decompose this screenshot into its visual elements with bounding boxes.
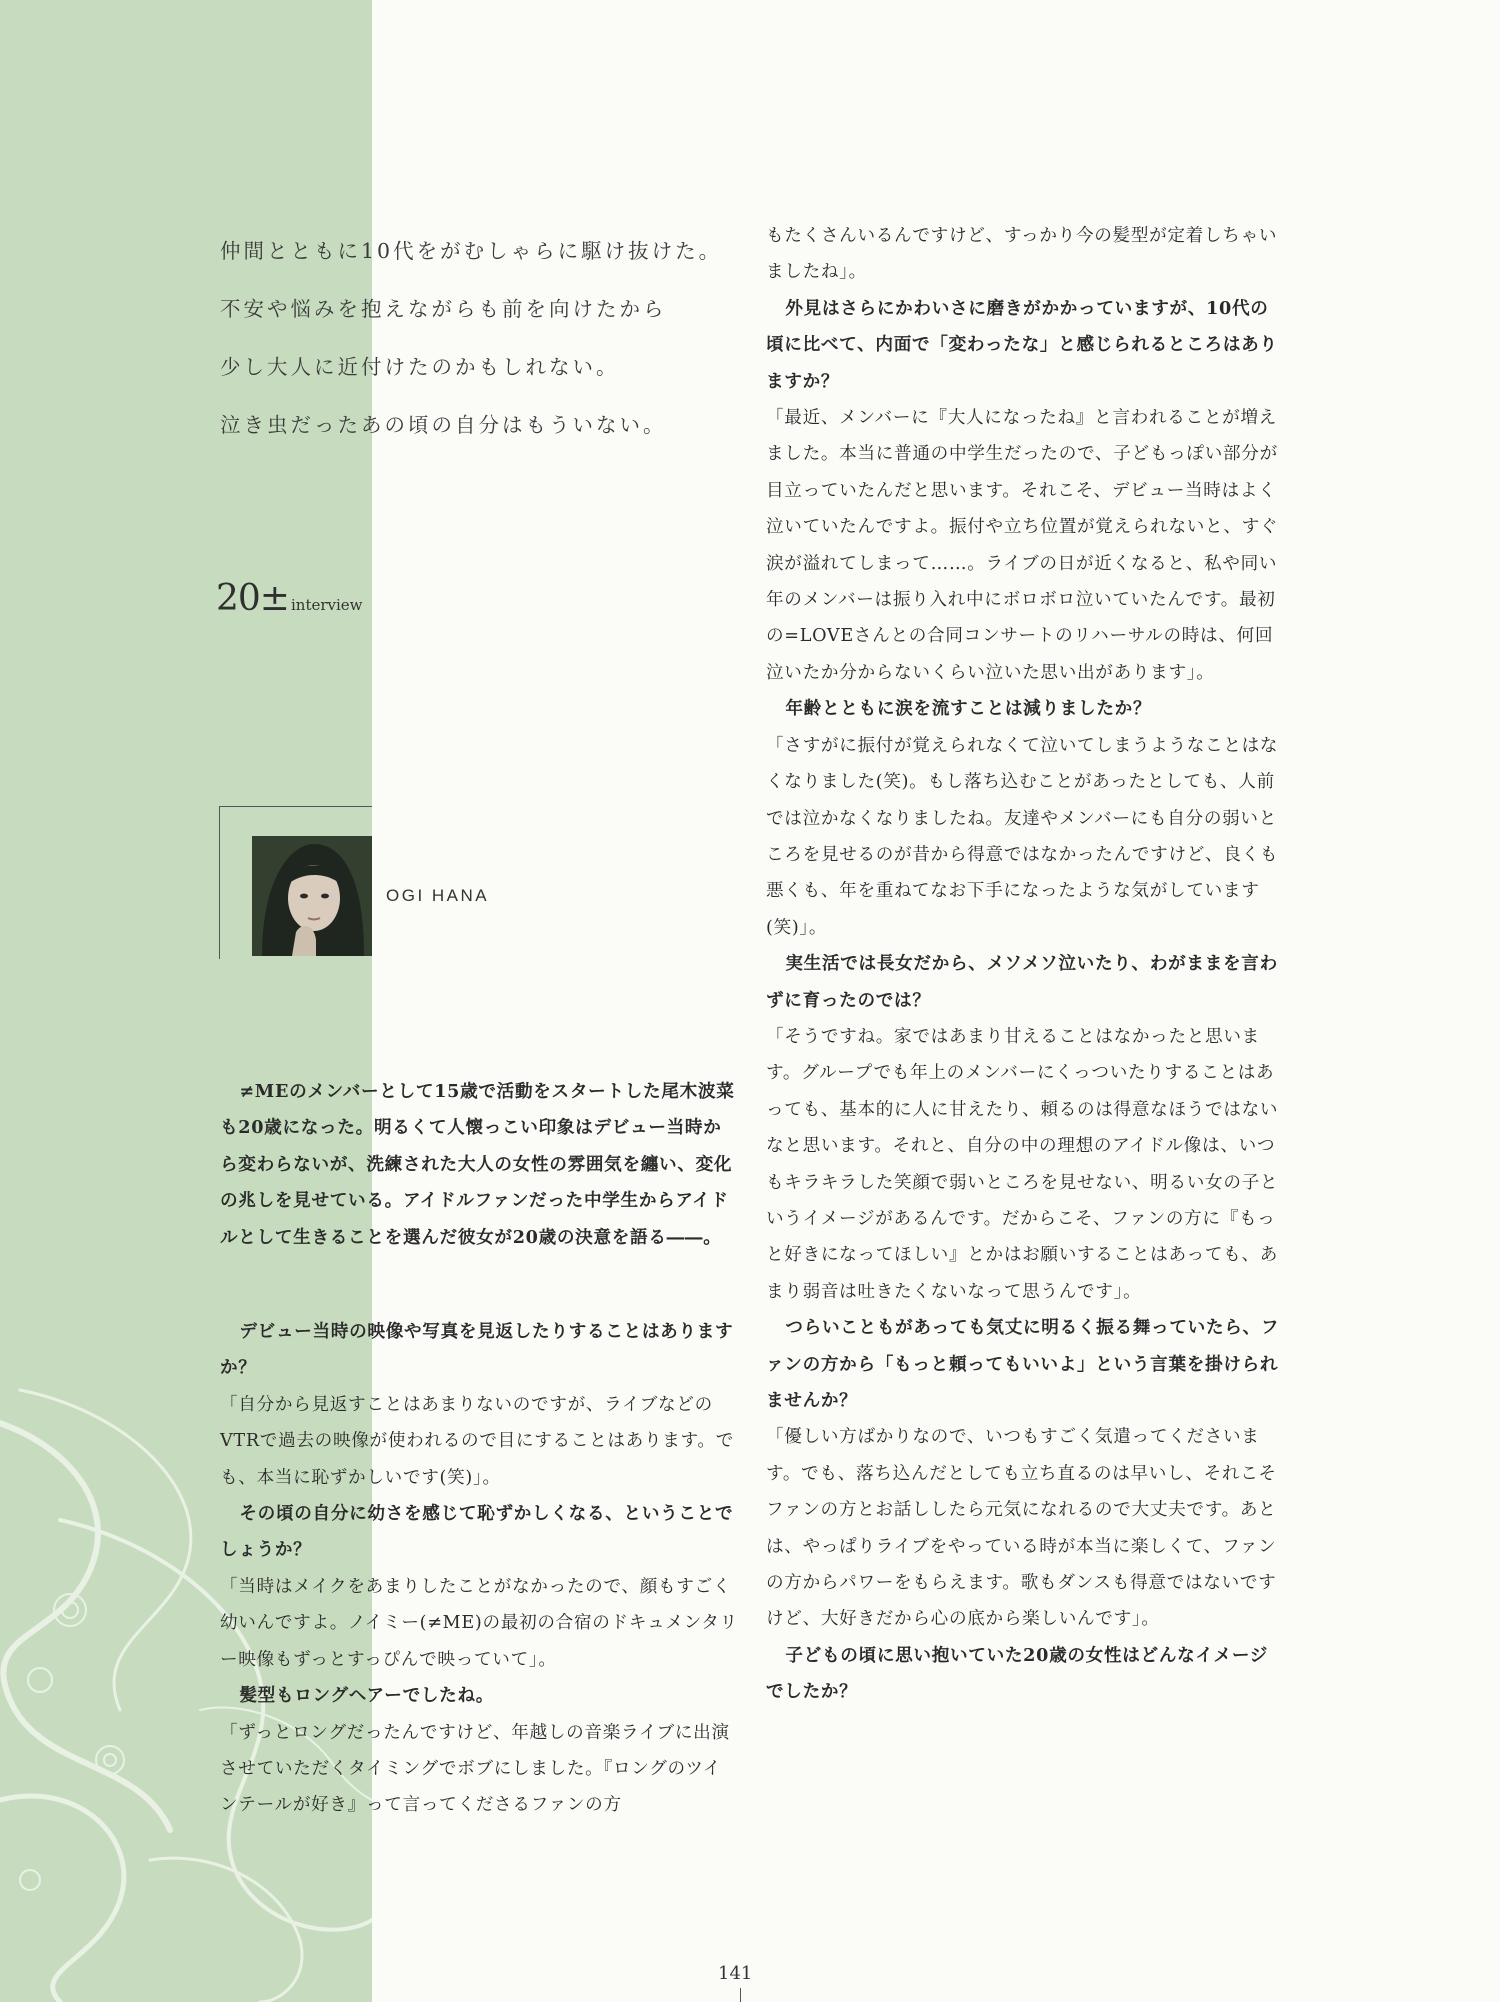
answer-paragraph: 「そうですね。家ではあまり甘えることはなかったと思います。グループでも年上のメンバーにくっついたりすることはあっても、基本的に人に甘えたり、頼るのは得意なほうではないなと思います。それと、自分の中の理想のアイドル像は、いつもキラキラした笑顔で弱いところを見せない、明るい女の子というイメージがあるんです。だからこそ、ファンの方に『もっと好きになってほしい』とかはお願いすることはあっても、あまり弱音は吐きたくないなって思うんです」。	[766, 1026, 1279, 1302]
right-text-column	[766, 218, 1284, 1711]
question-paragraph: その頃の自分に幼さを感じて恥ずかしくなる、ということでしょうか？	[220, 1503, 734, 1561]
answer-paragraph: 「さすがに振付が覚えられなくて泣いてしまうようなことはなくなりました(笑)。もし落ち込むことがあったとしても、人前では泣かなくなりましたね。友達やメンバーにも自分の弱いところを見せるのが昔から得意ではなかったんですけど、良くも悪くも、年を重ねてなお下手になったような気がしています(笑)」。	[766, 735, 1279, 938]
question-paragraph: 髪型もロングヘアーでしたね。	[239, 1685, 495, 1707]
answer-paragraph: 「優しい方ばかりなので、いつもすごく気遣ってくださいます。でも、落ち込んだとしても立ち直るのは早いし、それこそファンの方とお話ししたら元気になれるので大丈夫です。あとは、やっぱりライブをやっている時が本当に楽しくて、ファンの方からパワーをもらえます。歌もダンスも得意ではないですけど、大好きだから心の底から楽しいんです」。	[766, 1427, 1277, 1630]
left-text-column	[220, 1074, 738, 1824]
lede-line: 仲間とともに10代をがむしゃらに駆け抜けた。	[220, 239, 723, 263]
profile-name: OGI HANA	[386, 886, 490, 905]
series-word: interview	[290, 596, 363, 614]
lede-line: 少し大人に近付けたのかもしれない。	[220, 355, 620, 379]
answer-paragraph: もたくさんいるんですけど、すっかり今の髪型が定着しちゃいましたね」。	[766, 226, 1278, 283]
question-paragraph: 子どもの頃に思い抱いていた20歳の女性はどんなイメージでしたか？	[766, 1644, 1269, 1703]
series-number: 20±	[216, 578, 289, 619]
question-paragraph: つらいこともがあっても気丈に明るく振る舞っていたら、ファンの方から「もっと頼ってもいいよ」という言葉を掛けられませんか？	[766, 1317, 1280, 1411]
question-paragraph: デビュー当時の映像や写真を見返したりすることはありますか？	[220, 1321, 734, 1379]
lede-line: 不安や悩みを抱えながらも前を向けたから	[220, 297, 667, 321]
page-number: 141	[718, 1963, 753, 1984]
lede-text	[220, 222, 740, 454]
answer-paragraph: 「自分から見返すことはあまりないのですが、ライブなどのVTRで過去の映像が使われるので目にすることはあります。でも、本当に恥ずかしいです(笑)」。	[220, 1394, 735, 1488]
answer-paragraph: 「ずっとロングだったんですけど、年越しの音楽ライブに出演させていただくタイミングでボブにしました。『ロングのツインテールが好き』って言ってくださるファンの方	[220, 1722, 730, 1816]
intro-paragraph: ≠MEのメンバーとして15歳で活動をスタートした尾木波菜も20歳になった。明るくて人懐っこい印象はデビュー当時から変わらないが、洗練された大人の女性の雰囲気を纏い、変化の兆しを見せている。アイドルファンだった中学生からアイドルとして生きることを選んだ彼女が20歳の決意を語る――。	[220, 1081, 735, 1248]
question-paragraph: 外見はさらにかわいさに磨きがかかっていますが、10代の頃に比べて、内面で「変わったな」と感じられるところはありますか？	[766, 297, 1278, 392]
answer-paragraph: 「最近、メンバーに『大人になったね』と言われることが増えました。本当に普通の中学生だったので、子どもっぽい部分が目立っていたんだと思います。それこそ、デビュー当時はよく泣いていたんですよ。振付や立ち位置が覚えられないと、すぐ涙が溢れてしまって……。ライブの日が近くなると、私や同い年のメンバーは振り入れ中にボロボロ泣いていたんです。最初の=LOVEさんとの合同コンサートのリハーサルの時は、何回泣いたか分からないくらい泣いた思い出があります」。	[766, 408, 1279, 683]
question-paragraph: 年齢とともに涙を流すことは減りましたか？	[785, 698, 1152, 720]
portrait-photo	[252, 836, 372, 956]
answer-paragraph: 「当時はメイクをあまりしたことがなかったので、顔もすごく幼いんですよ。ノイミー(≠ME)の最初の合宿のドキュメンタリー映像もずっとすっぴんで映っていて」。	[220, 1576, 738, 1670]
page-number-tick	[740, 1988, 741, 2002]
series-logo	[216, 578, 363, 619]
lede-line: 泣き虫だったあの頃の自分はもういない。	[220, 413, 667, 437]
question-paragraph: 実生活では長女だから、メソメソ泣いたり、わがままを言わずに育ったのでは？	[766, 953, 1278, 1011]
